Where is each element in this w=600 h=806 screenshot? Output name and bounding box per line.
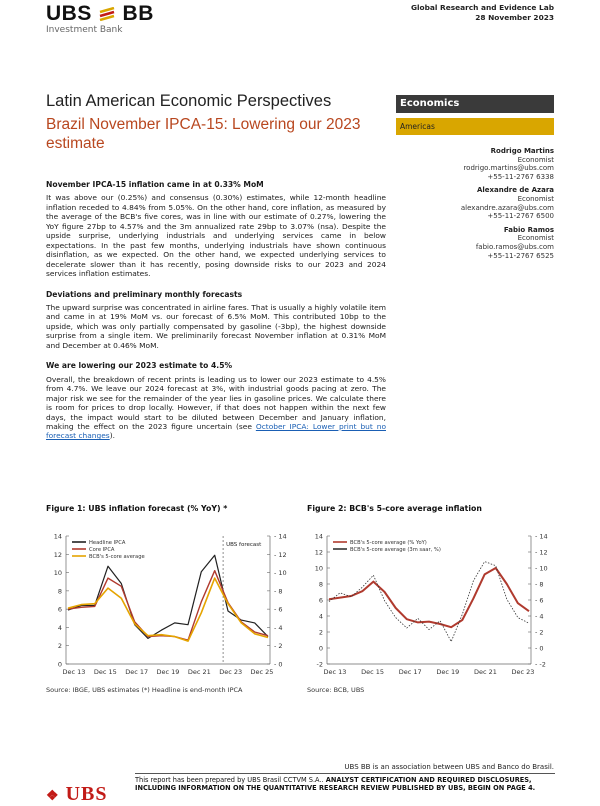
footer-note: UBS BB is an association between UBS and Banco do Brasil. — [344, 763, 554, 771]
figure2-source: Source: BCB, UBS — [307, 686, 365, 694]
author-role: Economist — [517, 194, 554, 203]
y-tick-label-left: 12 — [53, 550, 62, 559]
author-role: Economist — [517, 234, 554, 243]
region-badge: Americas — [396, 118, 554, 135]
y-tick-label-right: - 12 — [535, 548, 548, 557]
y-tick-label-right: - 10 — [535, 564, 548, 573]
keys-icon: ❖ — [46, 789, 60, 804]
y-tick-label-left: 4 — [57, 623, 62, 632]
x-tick-label: Dec 15 — [361, 668, 385, 676]
ubs-bb-logo — [46, 2, 154, 26]
legend-label: Headline IPCA — [89, 540, 126, 546]
y-tick-label-left: 0 — [57, 660, 62, 669]
header-right — [411, 3, 554, 22]
y-tick-label-right: - -2 — [535, 660, 546, 669]
series-line-3 — [68, 578, 268, 641]
author-email[interactable]: fabio.ramos@ubs.com — [475, 242, 554, 251]
figure2-title: Figure 2: BCB's 5-core average inflation — [307, 504, 482, 513]
author — [394, 186, 554, 220]
y-tick-label-left: 14 — [53, 532, 62, 541]
section-heading: We are lowering our 2023 estimate to 4.5% — [46, 361, 233, 371]
series-line-2 — [68, 571, 268, 641]
figure1-title: Figure 1: UBS inflation forecast (% YoY) * — [46, 504, 228, 513]
section-text-with-link — [46, 375, 386, 441]
x-tick-label: Dec 19 — [436, 668, 460, 676]
section-text: The upward surprise was concentrated in airline fares. That is usually a highly volatile item and came in at 19% MoM vs. our forecast of 6.5% MoM. This contributed 10bp to the upside, which was only partially compensated by gasoline (-3bp), the highest downside surprise from a single item. We preliminarily forecast November inflation at 0.31% MoM and December at 0.46% MoM. — [46, 302, 386, 350]
x-tick-label: Dec 19 — [156, 668, 180, 676]
x-tick-label: Dec 17 — [125, 668, 149, 676]
legend-label: BCB's 5-core average — [89, 554, 145, 560]
research-lab-label: Global Research and Evidence Lab — [410, 3, 554, 12]
authors-block — [394, 142, 554, 260]
disclaimer-text: This report has been prepared by UBS Brasil CCTVM S.A.. — [135, 776, 324, 784]
series-line-1 — [68, 555, 268, 638]
ubs-logo — [46, 783, 107, 806]
series-line-1 — [329, 568, 529, 627]
figure1-chart — [44, 530, 292, 680]
author-email[interactable]: alexandre.azara@ubs.com — [460, 203, 554, 212]
y-tick-label-left: 8 — [318, 580, 323, 589]
y-tick-label-right: - 0 — [274, 660, 283, 669]
y-tick-label-right: - 4 — [274, 623, 283, 632]
legend-label: BCB's 5-core average (% YoY) — [350, 540, 427, 546]
y-tick-label-left: 12 — [314, 548, 323, 557]
y-tick-label-left: 6 — [318, 596, 323, 605]
report-title: Brazil November IPCA-15: Lowering our 2023 estimate — [46, 116, 361, 152]
author-phone: +55-11-2767 6338 — [487, 172, 554, 181]
y-tick-label-left: 2 — [57, 642, 62, 651]
x-tick-label: Dec 25 — [250, 668, 274, 676]
figure2-chart — [305, 530, 555, 680]
ubs-logo-text: UBS — [65, 783, 108, 805]
section-heading: Deviations and preliminary monthly forecasts — [46, 289, 243, 299]
report-body — [46, 180, 386, 452]
x-tick-label: Dec 15 — [93, 668, 117, 676]
y-tick-label-right: - 6 — [274, 605, 283, 614]
x-tick-label: Dec 13 — [62, 668, 86, 676]
y-tick-label-right: - 10 — [274, 569, 287, 578]
section-text-end: ). — [109, 431, 115, 441]
section-text: Overall, the breakdown of recent prints is leading us to lower our 2023 estimate to 4.5% from 4.7%. We leave our 2024 forecast at 3%, with industrial goods pacing at zero. The major risk we see for the remainder of the year lies in gasoline prices. We calculate there is room for prices to drop locally. However, if that does not happen within the next few days, the impact would start to be diluted between December and January inflation, making the effect on the 2023 figure uncertain (see — [46, 374, 386, 431]
y-tick-label-right: - 4 — [535, 612, 544, 621]
x-tick-label: Dec 23 — [219, 668, 243, 676]
category-badge: Economics — [396, 95, 554, 113]
author-role: Economist — [517, 155, 554, 164]
x-tick-label: Dec 21 — [473, 668, 497, 676]
section-text: It was above our (0.25%) and consensus (0.30%) estimates, while 12-month headline inflation receded to 4.84% from 5.05%. On the other hand, core inflation, as measured by the average of the BCB's five cores, was in line with our estimate of 0.27%, lowering the YoY figure 27bp to 4.57% and the 3m annualized rate 29bp to 3.07% (nsa). Despite the upside surprise, underlying industrials and underlying services came in below expectations. In the past few months, underlying industrials have shown continuous disinflation, as we expected. On the other hand, we expected underlying services to decelerate slower than it has recently, posing downside risks to our 2023 and 2024 services inflation estimates. — [46, 193, 386, 279]
y-tick-label-right: - 14 — [535, 532, 548, 541]
y-tick-label-left: 10 — [314, 564, 323, 573]
author-email[interactable]: rodrigo.martins@ubs.com — [463, 164, 554, 173]
y-tick-label-right: - 0 — [535, 644, 544, 653]
y-tick-label-left: 10 — [53, 569, 62, 578]
series-title: Latin American Economic Perspectives — [46, 92, 332, 110]
x-tick-label: Dec 17 — [398, 668, 422, 676]
legend-label: Core IPCA — [89, 547, 115, 553]
section-heading: November IPCA-15 inflation came in at 0.33% MoM — [46, 180, 264, 189]
y-tick-label-right: - 6 — [535, 596, 544, 605]
y-tick-label-left: 14 — [314, 532, 323, 541]
y-tick-label-right: - 8 — [274, 587, 283, 596]
report-date: 28 November 2023 — [475, 12, 554, 22]
disclaimer — [135, 776, 565, 792]
author-name: Alexandre de Azara — [476, 186, 554, 195]
y-tick-label-left: 8 — [57, 587, 62, 596]
x-tick-label: Dec 21 — [187, 668, 211, 676]
author-name: Rodrigo Martins — [490, 147, 554, 155]
y-tick-label-left: -2 — [316, 660, 323, 669]
investment-bank-label: Investment Bank — [46, 25, 123, 35]
legend-label: BCB's 5-core average (3m saar, %) — [350, 547, 441, 553]
figure1-source: Source: IBGE, UBS estimates (*) Headline is end-month IPCA — [46, 686, 243, 694]
logo-left: UBS — [46, 2, 92, 25]
author-phone: +55-11-2767 6500 — [487, 212, 554, 221]
y-tick-label-right: - 2 — [535, 628, 544, 637]
y-tick-label-left: 0 — [318, 644, 323, 653]
related-report-link[interactable]: October IPCA: Lower print but no forecast changes — [46, 421, 386, 441]
author-name: Fabio Ramos — [503, 225, 554, 234]
author-phone: +55-11-2767 6525 — [487, 251, 554, 260]
forecast-annotation: UBS forecast — [226, 542, 262, 548]
y-tick-label-left: 4 — [318, 612, 323, 621]
author — [394, 147, 554, 181]
logo-right: BB — [122, 2, 154, 25]
y-tick-label-right: - 12 — [274, 550, 287, 559]
x-tick-label: Dec 13 — [323, 668, 347, 676]
disclaimer-bold: ANALYST CERTIFICATION AND REQUIRED DISCLOSURES, INCLUDING INFORMATION ON THE QUANTITATIVE RESEARCH REVIEW PUBLISHED BY UBS, BEGIN ON PAGE 4. — [135, 776, 536, 793]
footer-divider — [135, 773, 555, 774]
author — [394, 226, 554, 260]
y-tick-label-right: - 2 — [274, 642, 283, 651]
y-tick-label-left: 2 — [318, 628, 323, 637]
y-tick-label-right: - 8 — [535, 580, 544, 589]
y-tick-label-left: 6 — [57, 605, 62, 614]
x-tick-label: Dec 23 — [511, 668, 535, 676]
logo-stripes-icon — [99, 7, 115, 21]
y-tick-label-right: - 14 — [274, 532, 287, 541]
